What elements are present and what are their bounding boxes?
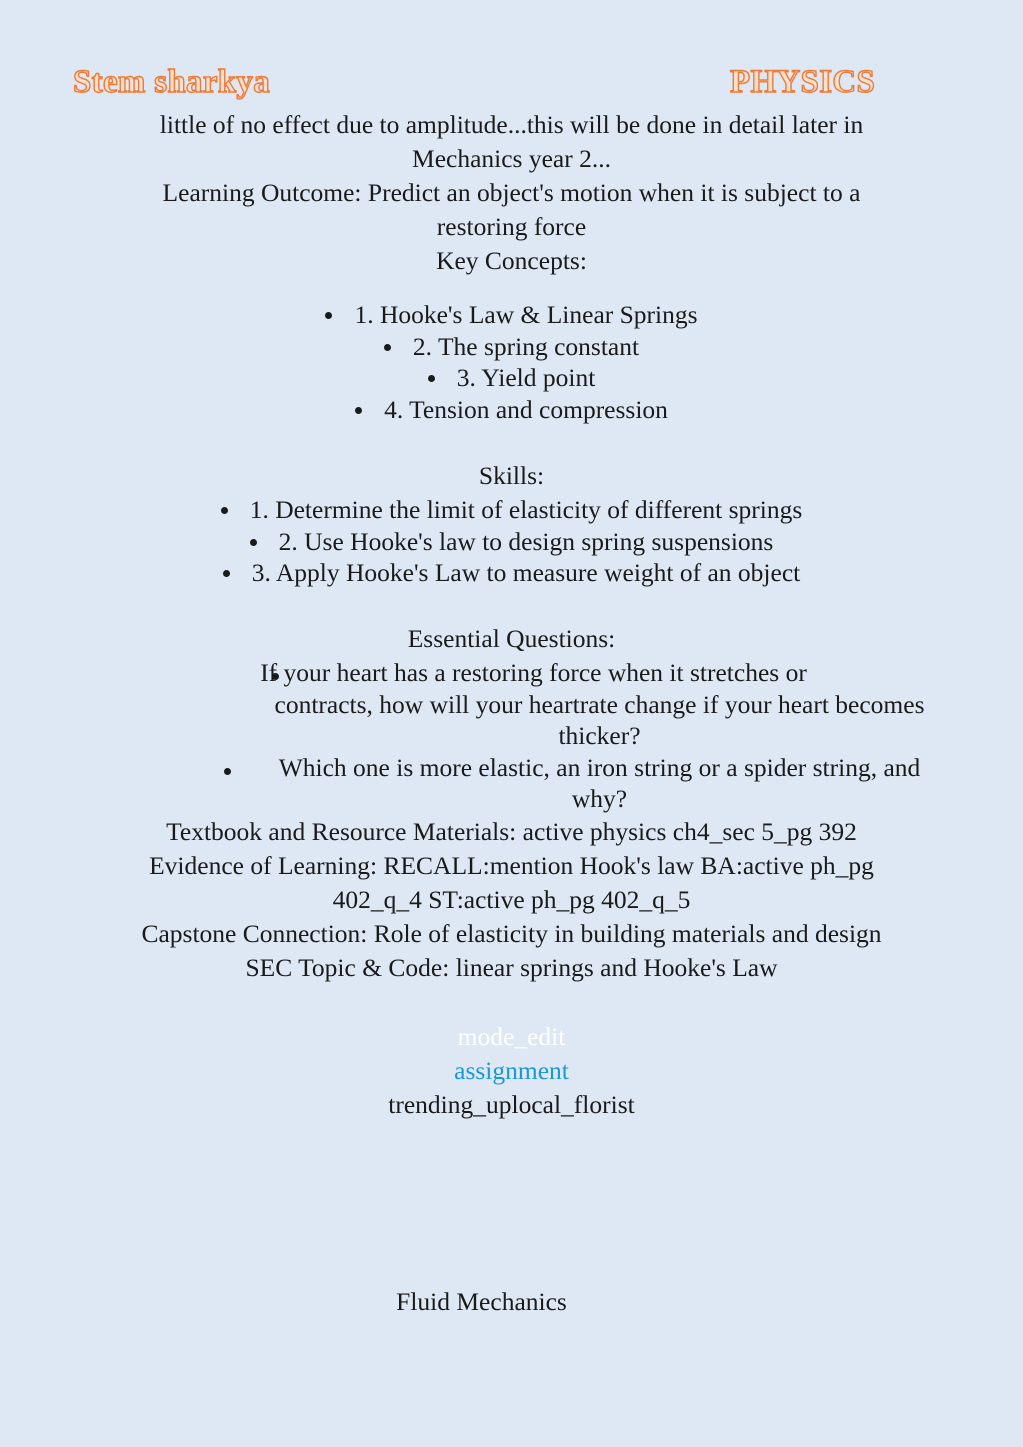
evidence-line-2: 402_q_4 ST:active ph_pg 402_q_5 — [332, 885, 691, 914]
bullet-icon — [325, 312, 332, 319]
list-item: 1. Hooke's Law & Linear Springs — [0, 299, 1023, 331]
bullet-icon — [250, 539, 257, 546]
skills-heading: Skills: — [478, 461, 545, 490]
question-1-line-3: thicker? — [558, 721, 641, 750]
bullet-icon — [223, 570, 230, 577]
list-item: 2. The spring constant — [0, 331, 1023, 363]
textbook-resources: Textbook and Resource Materials: active physics ch4_sec 5_pg 392 — [166, 817, 857, 846]
next-topic-title: Fluid Mechanics — [396, 1287, 567, 1316]
essential-questions-heading: Essential Questions: — [407, 624, 616, 653]
learning-outcome-line-2: restoring force — [436, 212, 587, 241]
key-concepts-heading: Key Concepts: — [436, 246, 587, 275]
list-item: 1. Determine the limit of elasticity of different springs — [0, 494, 1023, 526]
question-2-line-2: why? — [571, 784, 628, 813]
intro-line-1: little of no effect due to amplitude...this will be done in detail later in — [159, 110, 864, 139]
list-item: 3. Apply Hooke's Law to measure weight of an object — [0, 557, 1023, 589]
bullet-icon — [355, 407, 362, 414]
list-item: 4. Tension and compression — [0, 394, 1023, 426]
assignment-icon[interactable]: assignment — [454, 1056, 569, 1085]
evidence-line-1: Evidence of Learning: RECALL:mention Hook's law BA:active ph_pg — [149, 851, 874, 880]
question-2-line-1: Which one is more elastic, an iron string or a spider string, and — [278, 753, 921, 782]
learning-outcome-line-1: Learning Outcome: Predict an object's motion when it is subject to a — [162, 178, 861, 207]
question-1-line-2: contracts, how will your heartrate change if your heart becomes — [274, 690, 925, 719]
intro-line-2: Mechanics year 2... — [412, 144, 611, 173]
list-item: 3. Yield point — [0, 362, 1023, 394]
bullet-icon — [384, 344, 391, 351]
brand-logo-text: Stem sharkya — [73, 64, 271, 100]
subject-title: PHYSICS — [730, 64, 876, 100]
question-1-line-1: If your heart has a restoring force when it stretches or — [260, 658, 807, 687]
bullet-icon — [428, 375, 435, 382]
capstone-connection: Capstone Connection: Role of elasticity in building materials and design — [141, 919, 882, 948]
bullet-icon — [221, 507, 228, 514]
mode-edit-icon[interactable]: mode_edit — [457, 1022, 566, 1051]
sec-topic: SEC Topic & Code: linear springs and Hooke's Law — [245, 953, 778, 982]
trending-florist-icon[interactable]: trending_uplocal_florist — [388, 1090, 635, 1119]
list-item: 2. Use Hooke's law to design spring suspensions — [0, 526, 1023, 558]
